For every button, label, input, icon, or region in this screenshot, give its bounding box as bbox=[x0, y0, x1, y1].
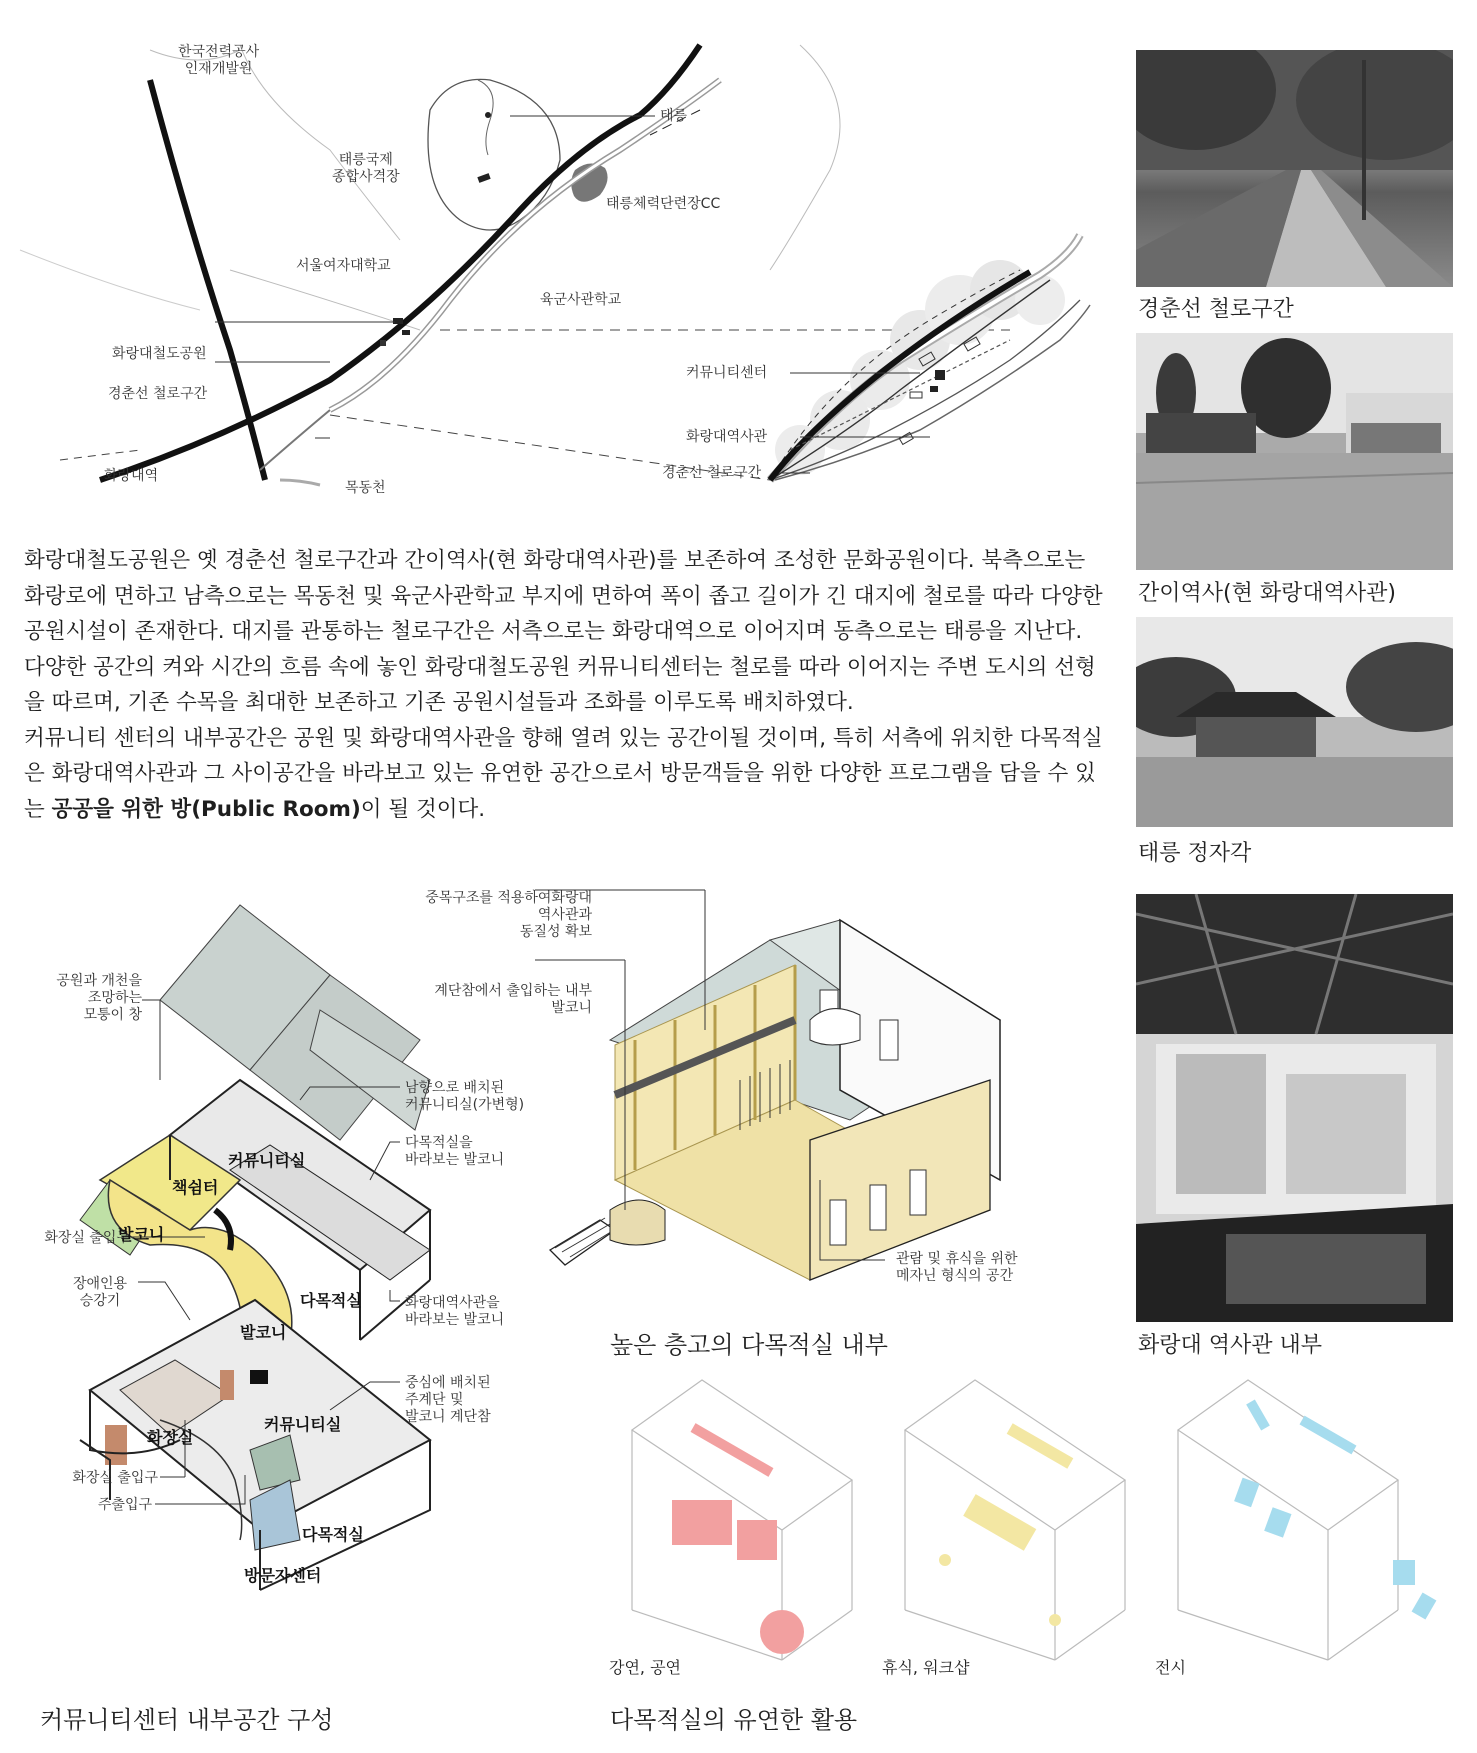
photo-caption-rail: 경춘선 철로구간 bbox=[1138, 297, 1294, 322]
section-perspective bbox=[400, 880, 1100, 1300]
map-label-training-center: 태릉체력단련장CC bbox=[606, 196, 721, 212]
axo-label-toilet-entry-2: 화장실 출입구 bbox=[72, 1470, 158, 1486]
site-map bbox=[0, 40, 1100, 540]
map-label-kepco: 한국전력공사 인재개발원 bbox=[178, 44, 260, 77]
axo-label-balcony-view: 다목적실을 바라보는 발코니 bbox=[405, 1135, 505, 1168]
photo-station-drawing bbox=[1136, 333, 1453, 570]
photo-jeongjagak-drawing bbox=[1136, 617, 1453, 827]
room-visitor-center: 방문자센터 bbox=[244, 1566, 322, 1585]
use-label-rest: 휴식, 워크샵 bbox=[882, 1658, 970, 1677]
map-label-gyeongchun-rail: 경춘선 철로구간 bbox=[108, 386, 208, 402]
use-lecture-drawing bbox=[612, 1370, 872, 1670]
room-multipurpose-2: 다목적실 bbox=[302, 1525, 364, 1544]
axo-label-lift: 장애인용 승강기 bbox=[72, 1276, 128, 1309]
photo-rail-section bbox=[1136, 50, 1453, 287]
section-label-stair-balcony: 계단참에서 출입하는 내부 발코니 bbox=[434, 983, 592, 1016]
section-caption: 높은 층고의 다목적실 내부 bbox=[610, 1331, 888, 1359]
use-diagram-exhibition bbox=[1158, 1370, 1448, 1670]
room-multipurpose-1: 다목적실 bbox=[300, 1291, 362, 1310]
map-label-railpark: 화랑대철도공원 bbox=[112, 346, 207, 362]
axo-label-main-entry: 주출입구 bbox=[97, 1497, 152, 1513]
axo-label-museum-balcony: 화랑대역사관을 바라보는 발코니 bbox=[405, 1295, 505, 1328]
photo-caption-station: 간이역사(현 화랑대역사관) bbox=[1138, 581, 1396, 606]
uses-caption: 다목적실의 유연한 활용 bbox=[610, 1706, 858, 1734]
axo-caption: 커뮤니티센터 내부공간 구성 bbox=[40, 1706, 334, 1734]
room-balcony-1: 발코니 bbox=[118, 1225, 165, 1244]
photo-museum-interior bbox=[1136, 894, 1453, 1322]
description-paragraph-3 bbox=[24, 721, 1104, 828]
description-paragraph-2: 다양한 공간의 켜와 시간의 흐름 속에 놓인 화랑대철도공원 커뮤니티센터는 철로를 따라 이어지는 주변 도시의 선형을 따르며, 기존 수목을 최대한 보존하고 기존 공원시설들과 조화를 이루도록 배치하였다. bbox=[24, 654, 1096, 715]
axo-label-stair: 중심에 배치된 주계단 및 발코니 계단참 bbox=[405, 1375, 491, 1425]
use-exhibition-drawing bbox=[1158, 1370, 1448, 1670]
axo-label-toilet-entry-1: 화장실 출입구 bbox=[44, 1230, 130, 1246]
photo-caption-museum: 화랑대 역사관 내부 bbox=[1138, 1333, 1323, 1358]
section-label-frame: 중목구조를 적용하여화랑대 역사관과 동질성 확보 bbox=[425, 890, 592, 940]
inset-label-community-center: 커뮤니티센터 bbox=[686, 365, 768, 381]
photo-jeongjagak bbox=[1136, 617, 1453, 827]
section-label-mezzanine: 관람 및 휴식을 위한 메자닌 형식의 공간 bbox=[896, 1251, 1018, 1284]
room-toilet: 화장실 bbox=[147, 1428, 194, 1447]
description-text bbox=[24, 543, 1104, 827]
photo-museum-drawing bbox=[1136, 894, 1453, 1322]
use-diagram-rest bbox=[885, 1370, 1145, 1670]
axo-label-south-room: 남향으로 배치된 커뮤니티실(가변형) bbox=[405, 1080, 525, 1113]
use-diagram-lecture bbox=[612, 1370, 872, 1670]
map-label-shooting-range: 태릉국제 종합사격장 bbox=[332, 152, 400, 185]
room-community-2: 커뮤니티실 bbox=[264, 1415, 342, 1434]
description-paragraph-3-text: 커뮤니티 센터의 내부공간은 공원 및 화랑대역사관을 향해 열려 있는 공간이될 것이며, 특히 서측에 위치한 다목적실은 화랑대역사관과 그 사이공간을 바라보고 있는 유연한 공간으로서 방문객들을 위한 다양한 프로그램을 담을 수 있는 bbox=[24, 725, 1103, 822]
inset-label-history-museum: 화랑대역사관 bbox=[686, 429, 768, 445]
room-community-1: 커뮤니티실 bbox=[228, 1151, 306, 1170]
axo-label-window: 공원과 개천을 조망하는 모퉁이 창 bbox=[56, 973, 142, 1023]
description-paragraph-1: 화랑대철도공원은 옛 경춘선 철로구간과 간이역사(현 화랑대역사관)를 보존하여 조성한 문화공원이다. 북측으로는 화랑로에 면하고 남측으로는 목동천 및 육군사관학교 부지에 면하여 폭이 좁고 길이가 긴 대지에 철로를 따라 다양한 공원시설이 존재한다. 대지를 관통하는 철로구간은 서측으로는 화랑대역으로 이어지며 동측으로는 태릉을 지난다. bbox=[24, 548, 1103, 644]
inset-label-gyeongchun-rail: 경춘선 철로구간 bbox=[662, 465, 762, 481]
use-label-lecture: 강연, 공연 bbox=[609, 1658, 681, 1677]
use-label-exhibition: 전시 bbox=[1155, 1658, 1186, 1677]
use-rest-drawing bbox=[885, 1370, 1145, 1670]
map-label-hwarangdae-station: 화랑대역 bbox=[104, 468, 159, 484]
public-room-emphasis: 공공을 위한 방(Public Room) bbox=[51, 796, 361, 822]
description-paragraph-3-end: 이 될 것이다. bbox=[360, 796, 486, 822]
map-label-taereung: 태릉 bbox=[660, 108, 688, 124]
photo-rail-drawing bbox=[1136, 50, 1453, 287]
map-label-mokdong: 목동천 bbox=[345, 480, 386, 496]
map-label-swu: 서울여자대학교 bbox=[296, 258, 391, 274]
section-drawing bbox=[400, 880, 1100, 1300]
photo-station bbox=[1136, 333, 1453, 570]
site-map-drawing bbox=[0, 40, 1100, 540]
map-label-military-academy: 육군사관학교 bbox=[540, 292, 622, 308]
room-book-rest: 책쉼터 bbox=[172, 1178, 219, 1197]
photo-caption-jeongjagak: 태릉 정자각 bbox=[1138, 841, 1252, 866]
room-balcony-2: 발코니 bbox=[240, 1323, 287, 1342]
